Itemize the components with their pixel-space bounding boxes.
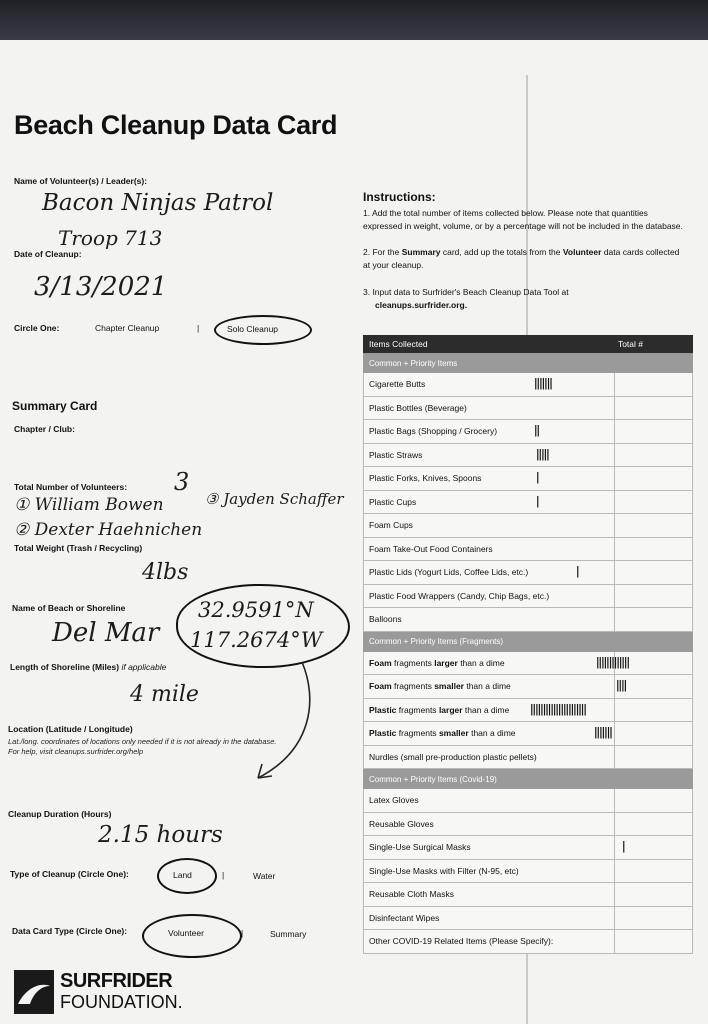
table-row [363,907,693,931]
tally-mark: ǀǀǀǀǀǀǀ [534,376,552,390]
total-cell[interactable] [614,789,695,812]
item-name: Reusable Cloth Masks [369,889,455,900]
length-hand[interactable]: 4 mile [130,682,199,707]
table-row [363,789,693,813]
table-row [363,444,693,468]
section-covid: Common + Priority Items (Covid-19) [363,769,693,789]
item-name-part: than a dime [457,657,505,668]
item-name-part: Plastic [369,728,397,739]
item-name: Plastic Straws [369,449,423,460]
location-note: Lat./long. coordinates of locations only needed if it is not already in the database. For help, visit cleanups.surfrider.org/help [8,737,277,756]
circle-mark-solo [214,315,312,345]
total-cell[interactable] [614,373,695,396]
arrow-mark [240,660,320,790]
volunteer-name-2[interactable]: ② Dexter Haehnichen [14,520,203,540]
tally-mark: ǀ [536,470,539,484]
location-label: Location (Latitude / Longitude) [8,724,133,734]
duration-label: Cleanup Duration (Hours) [8,809,112,819]
instructions-title: Instructions: [363,190,436,204]
items-table [363,335,693,954]
total-cell[interactable] [614,836,695,859]
item-name-part: fragments [396,704,439,715]
item-name: Plastic Food Wrappers (Candy, Chip Bags, etc.) [369,590,550,601]
table-row [363,699,693,723]
item-name: Disinfectant Wipes [369,912,440,923]
tally-mark: ǀǀǀǀǀǀǀǀǀǀǀǀǀ [596,654,630,669]
volunteer-handwriting-1[interactable]: Bacon Ninjas Patrol [42,190,274,216]
type-land[interactable]: Land [173,870,192,880]
total-cell[interactable] [614,883,695,906]
total-cell[interactable] [614,397,695,420]
item-name: Plastic Bags (Shopping / Grocery) [369,426,498,437]
option-chapter-cleanup[interactable]: Chapter Cleanup [95,323,160,333]
datatype-label: Data Card Type (Circle One): [12,926,128,936]
weight-label: Total Weight (Trash / Recycling) [14,543,143,553]
tally-mark: ǀǀǀǀ [616,678,627,692]
item-name: Foam Take-Out Food Containers [369,543,493,554]
table-row [363,813,693,837]
total-cell[interactable] [614,585,695,608]
longitude-hand[interactable]: 117.2674°W [190,628,323,652]
volunteer-name-3[interactable]: ③ Jayden Schaffer [205,490,344,508]
item-name: Plastic Forks, Knives, Spoons [369,473,482,484]
item-name-part: Foam [369,681,392,692]
table-row [363,538,693,562]
card-title: Beach Cleanup Data Card [14,110,338,140]
item-name: Foam Cups [369,520,413,531]
instruction-item-2: 2. For the Summary card, add up the totals from the Volunteer data cards collected at your cleanup. [363,247,680,270]
section-common-priority: Common + Priority Items [363,353,693,373]
volunteer-handwriting-2[interactable]: Troop 713 [58,226,163,250]
item-name-part: than a dime [463,681,511,692]
surfrider-wave-icon [14,970,54,1014]
total-cell[interactable] [614,860,695,883]
datatype-separator: | [241,928,244,938]
table-row [363,491,693,515]
tally-mark: ǀǀ [534,423,540,437]
sheet-corner [0,40,560,80]
type-separator: | [222,870,225,880]
header-items-collected: Items Collected [369,339,428,349]
item-name: Plastic Lids (Yogurt Lids, Coffee Lids, etc.) [369,567,529,578]
item-name-part: Plastic [369,704,397,715]
table-row [363,746,693,770]
item-name-part: Nurdles (small pre-production plastic pellets) [369,751,537,762]
item-name-part: larger [434,657,458,668]
total-cell[interactable] [614,699,695,722]
total-cell[interactable] [614,813,695,836]
instruction-item-1: 1. Add the total number of items collected below. Please note that quantities expressed in weight, volume, or by a percentage will not be included in the database. [363,208,683,231]
table-row [363,561,693,585]
volunteer-name-1[interactable]: ① William Bowen [14,495,164,515]
item-name: Reusable Gloves [369,818,434,829]
date-label: Date of Cleanup: [14,249,82,259]
item-name-part: Foam [369,657,392,668]
beach-name-hand[interactable]: Del Mar [52,618,160,648]
item-name-part: larger [438,704,463,715]
total-cell[interactable] [614,907,695,930]
duration-hand[interactable]: 2.15 hours [98,822,223,848]
tally-mark: ǀǀǀǀǀǀǀǀǀǀǀǀǀǀǀǀǀǀǀǀǀǀ [530,701,586,716]
item-name: Balloons [369,614,402,625]
header-total: Total # [617,339,643,349]
item-name: Latex Gloves [369,795,419,806]
total-cell[interactable] [614,930,695,953]
item-name-part: fragments [391,657,435,668]
circle-mark-coordinates [176,584,350,668]
table-row [363,883,693,907]
item-name-part: fragments [396,728,439,739]
table-row [363,836,693,860]
total-cell[interactable] [614,491,695,514]
chapter-club-label: Chapter / Club: [14,424,75,434]
total-cell[interactable] [614,420,695,443]
total-cell[interactable] [614,444,695,467]
logo-text-surfrider: SURFRIDER [60,970,173,992]
tally-mark: ǀǀǀǀǀǀǀ [594,725,612,739]
item-name-part: than a dime [462,704,510,715]
length-label: Length of Shoreline (Miles) if applicable [10,662,167,672]
option-solo-cleanup[interactable]: Solo Cleanup [227,324,279,334]
instruction-link[interactable]: cleanups.surfrider.org. [375,300,468,310]
instruction-item-3: 3. Input data to Surfrider's Beach Cleanup Data Tool at [363,287,569,297]
item-name: Plastic Bottles (Beverage) [369,402,467,413]
table-row [363,514,693,538]
item-name: Plastic Cups [369,496,417,507]
date-handwriting[interactable]: 3/13/2021 [34,272,168,302]
table-row [363,467,693,491]
table-row [363,930,693,954]
table-row [363,608,693,632]
total-cell[interactable] [614,467,695,490]
tally-mark: ǀ [622,839,625,853]
table-row [363,585,693,609]
item-name: Single-Use Masks with Filter (N-95, etc) [369,865,519,876]
item-name: Other COVID-19 Related Items (Please Specify): [369,936,554,947]
item-name-part: smaller [434,681,464,692]
tally-mark: ǀ [576,564,579,578]
section-fragments: Common + Priority Items (Fragments) [363,632,693,652]
summary-title: Summary Card [12,399,98,413]
type-water[interactable]: Water [253,871,276,881]
table-row [363,373,693,397]
circle-one-label: Circle One: [14,323,60,333]
weight-hand[interactable]: 4lbs [142,560,189,585]
item-name: Single-Use Surgical Masks [369,842,471,853]
total-cell[interactable] [614,538,695,561]
table-row [363,420,693,444]
latitude-hand[interactable]: 32.9591°N [198,598,314,622]
item-name: Cigarette Butts [369,379,426,390]
volunteers-count-label: Total Number of Volunteers: [14,482,128,492]
logo-text-foundation: FOUNDATION. [60,992,183,1012]
volunteers-count-hand[interactable]: 3 [174,468,190,496]
total-cell[interactable] [614,746,695,769]
volunteer-label: Name of Volunteer(s) / Leader(s): [14,176,148,186]
table-row [363,397,693,421]
datatype-volunteer[interactable]: Volunteer [168,928,204,938]
tally-mark: ǀǀǀǀǀ [536,446,549,461]
table-row [363,675,693,699]
total-cell[interactable] [614,608,695,631]
option-separator: | [197,323,200,333]
item-name-part: than a dime [468,728,516,739]
tally-mark: ǀ [536,493,539,508]
table-row [363,722,693,746]
datatype-summary[interactable]: Summary [270,929,307,939]
total-cell[interactable] [614,514,695,537]
table-header [363,335,693,353]
type-label: Type of Cleanup (Circle One): [10,869,129,879]
beach-label: Name of Beach or Shoreline [12,603,126,613]
table-row [363,860,693,884]
item-name-part: smaller [438,728,469,739]
total-cell[interactable] [614,722,695,745]
total-cell[interactable] [614,561,695,584]
item-name-part: fragments [391,681,435,692]
table-row [363,652,693,676]
